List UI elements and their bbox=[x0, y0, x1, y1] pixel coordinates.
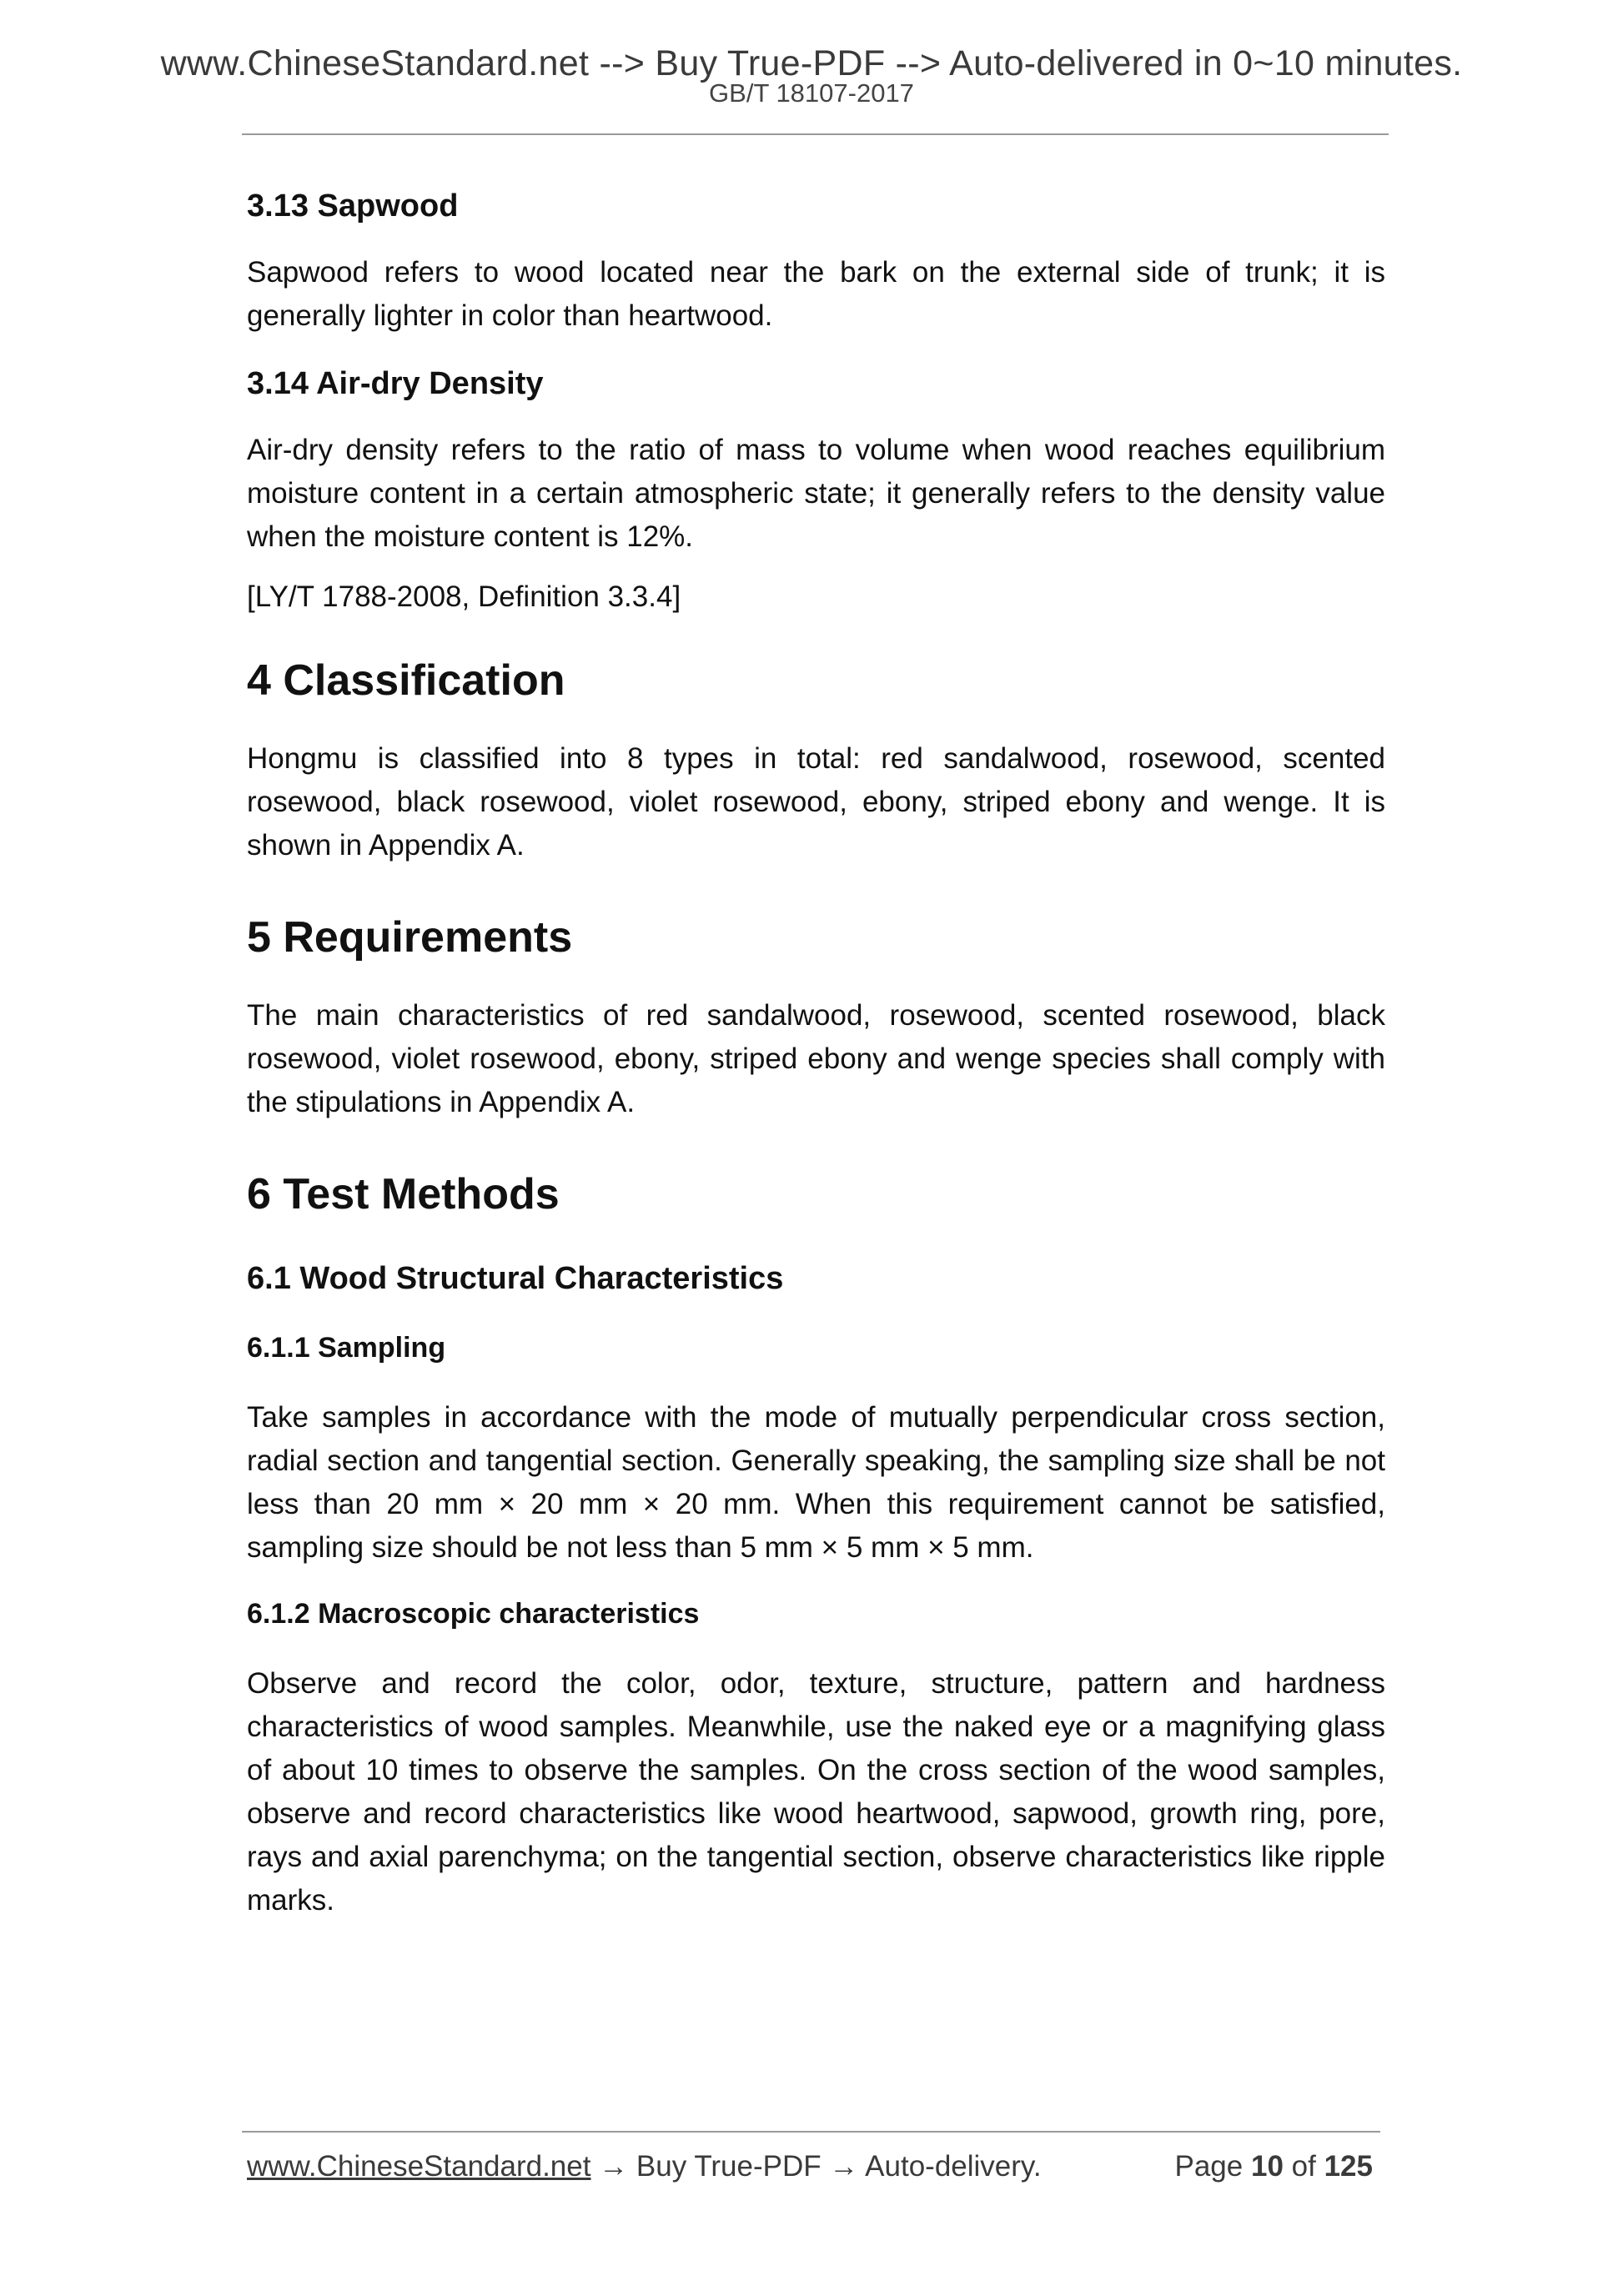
paragraph-requirements: The main characteristics of red sandalwood, rosewood, scented rosewood, black rosewood, violet rosewood, ebony, striped ebony and wenge species shall comply with the stipulations in Appendix A. bbox=[247, 999, 1385, 1118]
footer-tagline: → Buy True-PDF → Auto-delivery. bbox=[590, 2150, 1042, 2183]
paragraph-macroscopic: Observe and record the color, odor, texture, structure, pattern and hardness characteristics of wood samples. Meanwhile, use the naked eye or a magnifying glass of about 10 times to observe the samples. On the cross section of the wood samples, observe and record characteristics like wood heartwood, sapwood, growth ring, pore, rays and axial parenchyma; on the tangential section, observe characteristics like ripple marks. bbox=[247, 1667, 1385, 1917]
footer-divider bbox=[242, 2131, 1380, 2133]
heading-5-requirements: 5 Requirements bbox=[247, 913, 573, 962]
page-indicator bbox=[1175, 2150, 1374, 2183]
heading-6-1: 6.1 Wood Structural Characteristics bbox=[247, 1261, 784, 1296]
document-code: GB/T 18107-2017 bbox=[709, 78, 914, 108]
reference-ly-t-1788: [LY/T 1788-2008, Definition 3.3.4] bbox=[247, 580, 681, 613]
page-label: Page bbox=[1174, 2150, 1244, 2183]
paragraph-classification: Hongmu is classified into 8 types in total: red sandalwood, rosewood, scented rosewood, black rosewood, violet rosewood, ebony, striped ebony and wenge. It is shown in Appendix A. bbox=[247, 742, 1385, 862]
heading-6-1-2: 6.1.2 Macroscopic characteristics bbox=[247, 1598, 700, 1630]
paragraph-sapwood: Sapwood refers to wood located near the bark on the external side of trunk; it is generally lighter in color than heartwood. bbox=[247, 256, 1385, 332]
page-footer bbox=[247, 2150, 1385, 2192]
page-of-label: of bbox=[1291, 2150, 1316, 2183]
heading-4-classification: 4 Classification bbox=[247, 656, 565, 705]
page-content bbox=[247, 183, 1385, 1922]
heading-3-13: 3.13 Sapwood bbox=[247, 188, 459, 224]
header-divider bbox=[242, 133, 1389, 135]
heading-6-test-methods: 6 Test Methods bbox=[247, 1170, 560, 1218]
paragraph-air-dry-density: Air-dry density refers to the ratio of mass to volume when wood reaches equilibrium moisture content in a certain atmospheric state; it generally refers to the density value when the moisture content is 12%. bbox=[247, 434, 1385, 553]
paragraph-sampling: Take samples in accordance with the mode of mutually perpendicular cross section, radial section and tangential section. Generally speaking, the sampling size shall be not less than 20 mm × 20 mm × 20 mm. When this requirement cannot be satisfied, sampling size should be not less than 5 mm × 5 mm × 5 mm. bbox=[247, 1401, 1385, 1564]
heading-3-14: 3.14 Air-dry Density bbox=[247, 366, 544, 401]
header-banner: www.ChineseStandard.net --> Buy True-PDF --> Auto-delivered in 0~10 minutes. bbox=[160, 43, 1463, 83]
page-current: 10 bbox=[1250, 2150, 1284, 2183]
heading-6-1-1: 6.1.1 Sampling bbox=[247, 1332, 446, 1364]
page-total: 125 bbox=[1324, 2150, 1373, 2183]
footer-site-link[interactable]: www.ChineseStandard.net bbox=[247, 2150, 591, 2183]
